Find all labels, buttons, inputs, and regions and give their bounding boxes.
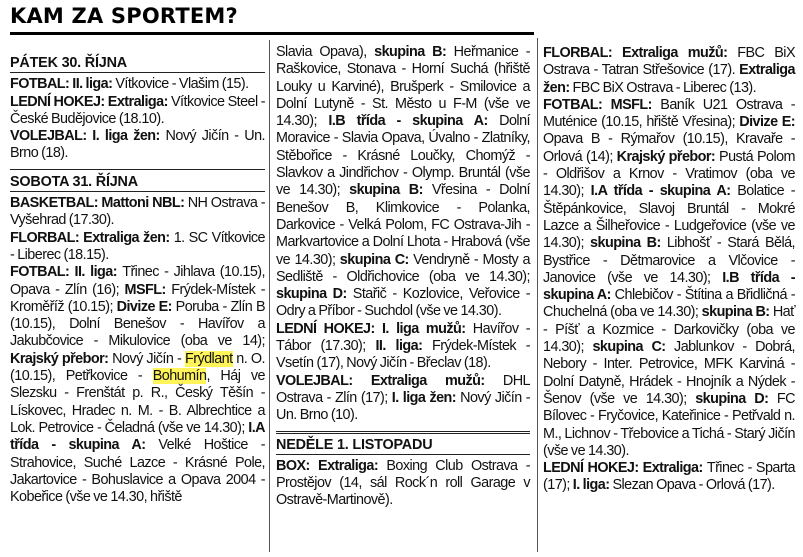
- listing-text: DHL Ostrava - Zlín (17);: [276, 372, 530, 406]
- listing-paragraph: [10, 94, 265, 129]
- category-label: MSFL:: [124, 281, 172, 298]
- category-label: skupina B:: [590, 235, 667, 252]
- day-heading-saturday: SOBOTA 31. ŘÍJNA: [10, 174, 265, 192]
- listing-paragraph: [543, 45, 795, 97]
- column-3: [543, 45, 795, 495]
- category-label: II. liga:: [375, 338, 433, 355]
- category-label: I. liga žen:: [391, 389, 461, 406]
- listing-paragraph: [543, 97, 795, 460]
- listing-text: Opava B - Rýmařov (10.15), Kravaře - Orlová (14);: [543, 131, 795, 165]
- listing-paragraph: [10, 264, 265, 506]
- listing-text: Frýdek-Místek - Vsetín (17), Nový Jičín - Břeclav (18).: [276, 338, 530, 372]
- listing-text: Nový Jičín - Un. Brno (10).: [276, 389, 530, 424]
- listing-text: Pustá Polom - Oldřišov a Krnov - Vratimov (oba ve 14.30);: [543, 148, 795, 200]
- category-label: FOTBAL: II. liga:: [10, 264, 123, 281]
- category-label: skupina B:: [349, 182, 432, 199]
- listing-text: Dolní Moravice - Slavia Opava, Úvalno - Zlatníky, Stěbořice - Krásné Loučky, Chomýž - Slavkov a Jindřichov - Olymp. Bruntál (vše ve 14.30);: [276, 113, 530, 199]
- category-label: BASKETBAL: Mattoni NBL:: [10, 195, 188, 212]
- category-label: I.B třída - skupina A:: [543, 269, 795, 304]
- listing-text: Poruba - Zlín B (10.15), Dolní Benešov - Havířov a Jakubčovice - Mikulovice (oba ve 14);: [10, 298, 266, 350]
- category-label: VOLEJBAL: Extraliga mužů:: [276, 372, 503, 389]
- day-heading-sunday: NEDĚLE 1. LISTOPADU: [276, 437, 530, 455]
- day-heading-friday: PÁTEK 30. ŘÍJNA: [10, 55, 265, 73]
- category-label: I.A třída - skupina A:: [10, 419, 265, 454]
- column-1: [10, 55, 265, 506]
- column-divider: [537, 38, 538, 552]
- category-label: Krajský přebor:: [10, 350, 113, 367]
- listing-paragraph: [276, 321, 530, 373]
- listing-text: Heřmanice - Raškovice, Stonava - Horní Suchá (hřiště Louky u Karviné), Brušperk - Smilovice a Dolní Lutyně - St. Město u F-M (vše ve 14.30);: [276, 44, 530, 130]
- listing-text: Vendryně - Mosty a Sedliště - Oldřichovice (oba ve 14.30);: [276, 251, 530, 285]
- category-label: FOTBAL: MSFL:: [543, 96, 661, 113]
- listing-text: NH Ostrava - Vyšehrad (17.30).: [10, 195, 265, 229]
- category-label: skupina B:: [701, 304, 773, 321]
- listing-text: Třinec - Jihlava (10.15), Opava - Zlín (16);: [10, 264, 265, 298]
- listing-text: Baník U21 Ostrava - Muténice (10.15, hřiště Vřesina);: [543, 96, 796, 131]
- listing-text: Slezan Opava - Orlová (17).: [612, 477, 775, 494]
- listing-text: Chlebičov - Štítina a Břidličná - Chuchelná (oba ve 14.30);: [543, 287, 795, 321]
- listing-text: Nový Jičín -: [112, 350, 185, 367]
- category-label: VOLEJBAL: I. liga žen:: [10, 128, 166, 145]
- listing-paragraph: [543, 460, 795, 495]
- category-label: skupina B:: [374, 44, 454, 60]
- category-label: FLORBAL: Extraliga mužů:: [543, 45, 738, 61]
- listing-text: Vítkovice Steel - České Budějovice (18.10).: [10, 93, 266, 127]
- listing-text: Vřesina - Dolní Benešov B, Klimkovice - Polanka, Darkovice - Velká Polom, FC Ostrava-Jih - Markvartovice a Dolní Lhota - Hrabová (vše ve 14.30);: [276, 182, 530, 268]
- listing-text: Libhošť - Stará Bělá, Bystřice - Dětmarovice a Vlčovice - Janovice (vše ve 14.30);: [543, 235, 795, 286]
- category-label: FOTBAL: II. liga:: [10, 76, 116, 93]
- highlighted-text: Bohumín: [152, 368, 207, 385]
- listing-paragraph: [10, 195, 265, 230]
- listing-text: n. O. (10.15), Petřkovice -: [10, 350, 266, 385]
- category-label: Divize E:: [116, 298, 176, 315]
- category-label: LEDNÍ HOKEJ: I. liga mužů:: [276, 320, 473, 337]
- listing-paragraph: [10, 76, 265, 93]
- listing-text: FBC BiX Ostrava - Liberec (13).: [572, 79, 757, 96]
- section-divider: [10, 169, 265, 170]
- category-label: skupina C:: [592, 339, 675, 356]
- listing-text: Velké Hoštice - Strahovice, Suché Lazce - Krásné Pole, Jakartovice - Bohuslavice a Opava 2004 - Kobeřice (vše ve 14.30, hřiště: [10, 437, 265, 506]
- title-rule: [10, 32, 534, 35]
- category-label: Krajský přebor:: [616, 148, 720, 165]
- category-label: I. liga:: [572, 477, 613, 494]
- category-label: BOX: Extraliga:: [276, 457, 387, 474]
- category-label: Extraliga žen:: [543, 62, 795, 96]
- listing-text: 1. SC Vítkovice - Liberec (18.15).: [10, 229, 265, 263]
- highlighted-text: Frýdlant: [184, 350, 233, 367]
- listing-paragraph: [10, 230, 265, 265]
- column-2: [276, 44, 530, 510]
- category-label: FLORBAL: Extraliga žen:: [10, 229, 174, 246]
- column-divider: [269, 40, 270, 552]
- listing-paragraph: [276, 44, 530, 321]
- category-label: LEDNÍ HOKEJ: Extraliga:: [10, 93, 171, 110]
- listing-text: Stařič - Kozlovice, Veřovice - Odry a Příbor - Suchdol (vše ve 14.30).: [276, 286, 530, 320]
- listing-text: Vítkovice - Vlašim (15).: [115, 76, 249, 93]
- listing-text: Jablunkov - Dobrá, Nebory - Inter. Petrovice, MFK Karviná - Dolní Datyně, Hrádek - Hnojník a Nýdek - Šenov (vše ve 14.30);: [543, 339, 796, 407]
- listing-paragraph: [276, 373, 530, 425]
- category-label: Divize E:: [739, 114, 796, 131]
- listing-text: FBC BiX Ostrava - Tatran Střešovice (17).: [543, 45, 795, 79]
- listing-text: Hať - Píšť a Kozmice - Darkovičky (oba ve 14.30);: [543, 304, 795, 356]
- listing-paragraph: [276, 458, 530, 510]
- category-label: I.B třída - skupina A:: [328, 113, 500, 130]
- page-title: KAM ZA SPORTEM?: [10, 4, 238, 28]
- category-label: I.A třída - skupina A:: [590, 183, 738, 200]
- listing-paragraph: [10, 128, 265, 163]
- listing-text: Nový Jičín - Un. Brno (18).: [10, 128, 265, 162]
- listing-text: Frýdek-Místek - Kroměříž (10.15);: [10, 281, 265, 315]
- category-label: skupina D:: [276, 286, 353, 303]
- listing-text: Havířov - Tábor (17.30);: [276, 320, 530, 355]
- category-label: skupina D:: [695, 390, 777, 407]
- section-divider: [276, 431, 530, 434]
- listing-text: Třinec - Sparta (17);: [543, 460, 796, 494]
- listing-text: Boxing Club Ostrava - Prostějov (14, sál Rock´n roll Garage v Ostravě-Martinově).: [276, 457, 530, 509]
- listing-text: , Háj ve Slezsku - Frenštát p. R., Český Těšín - Lískovec, Hradec n. M. - B. Albrechtice a Lok. Petrovice - Čeladná (vše ve 14.30);: [10, 368, 265, 436]
- listing-text: FC Bílovec - Fryčovice, Kateřinice - Petřvald n. M., Lichnov - Třebovice a Tichá - Starý Jičín (vše ve 14.30).: [543, 390, 795, 459]
- listing-text: Bolatice - Štěpánkovice, Slavoj Bruntál - Mokré Lazce a Šilheřovice - Ludgeřovice (vše ve 14.30);: [543, 183, 795, 252]
- category-label: skupina C:: [339, 251, 414, 268]
- listing-text: Slavia Opava),: [276, 44, 375, 60]
- category-label: LEDNÍ HOKEJ: Extraliga:: [543, 460, 707, 477]
